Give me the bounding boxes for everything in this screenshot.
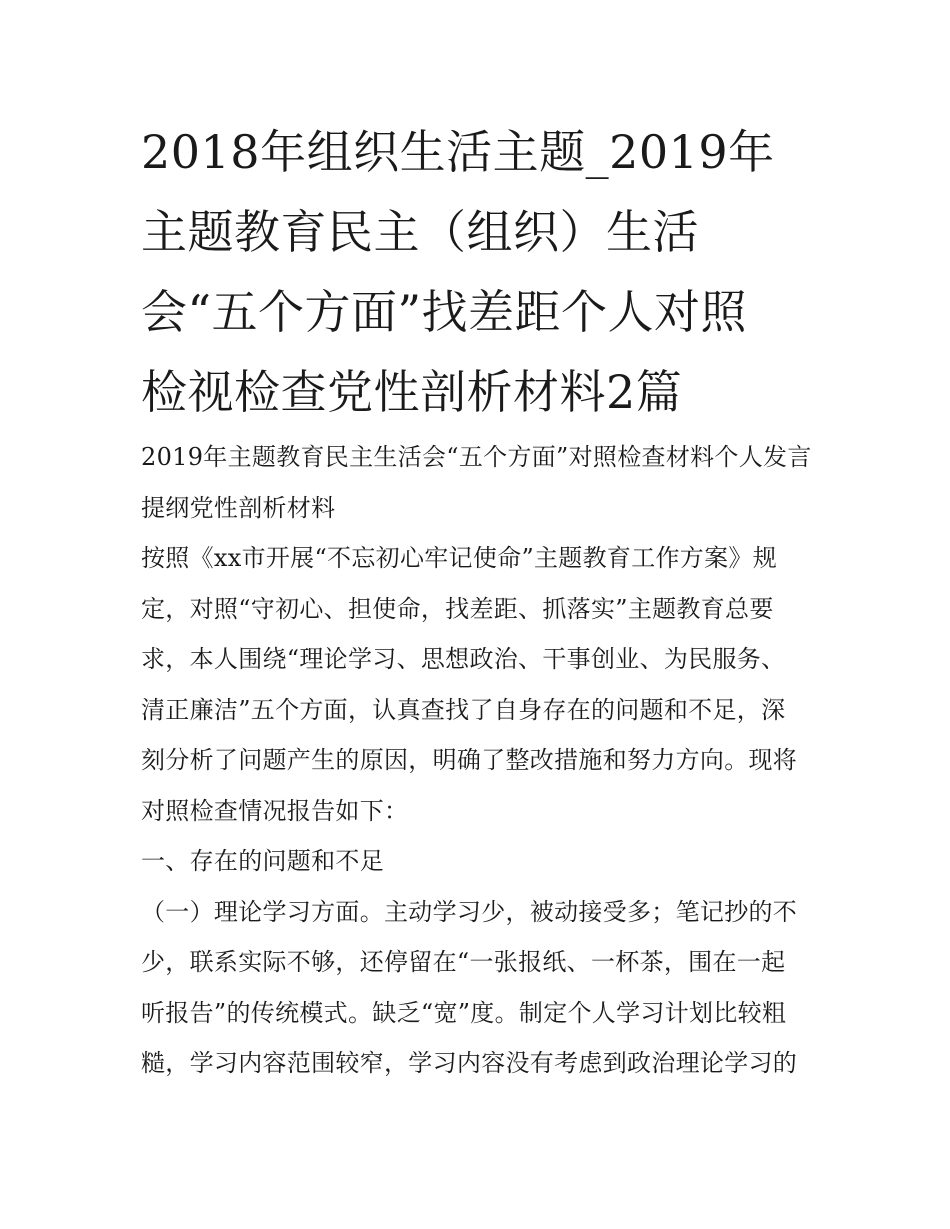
section-heading: 一、存在的问题和不足 [141,847,384,875]
document-title [141,112,821,432]
paragraph-line: 糙，学习内容范围较窄，学习内容没有考虑到政治理论学习的 [141,1049,798,1077]
title-line: 检视检查党性剖析材料2篇 [141,365,683,419]
paragraph-line: 求，本人围绕“理论学习、思想政治、干事创业、为民服务、 [141,645,786,673]
paragraph-line: 少，联系实际不够，还停留在“一张报纸、一杯茶，围在一起 [141,948,786,976]
document-body [141,432,821,1089]
paragraph-line: 按照《xx市开展“不忘初心牢记使命”主题教育工作方案》规 [141,544,778,572]
title-line: 会“五个方面”找差距个人对照 [141,285,748,339]
subtitle-line: 提纲党性剖析材料 [141,493,336,522]
subtitle-line: 2019年主题教育民主生活会“五个方面”对照检查材料个人发言 [141,443,812,471]
title-line: 2018年组织生活主题_2019年 [141,125,775,179]
paragraph-line: （一）理论学习方面。主动学习少，被动接受多；笔记抄的不 [141,897,798,926]
title-line: 主题教育民主（组织）生活 [141,205,699,259]
paragraph-line: 对照检查情况报告如下： [141,796,409,825]
paragraph-line: 定，对照“守初心、担使命，找差距、抓落实”主题教育总要 [141,594,774,623]
paragraph-line: 听报告”的传统模式。缺乏“宽”度。制定个人学习计划比较粗 [141,998,787,1027]
paragraph-line: 刻分析了问题产生的原因，明确了整改措施和努力方向。现将 [141,746,798,774]
paragraph-line: 清正廉洁”五个方面，认真查找了自身存在的问题和不足，深 [141,695,786,724]
